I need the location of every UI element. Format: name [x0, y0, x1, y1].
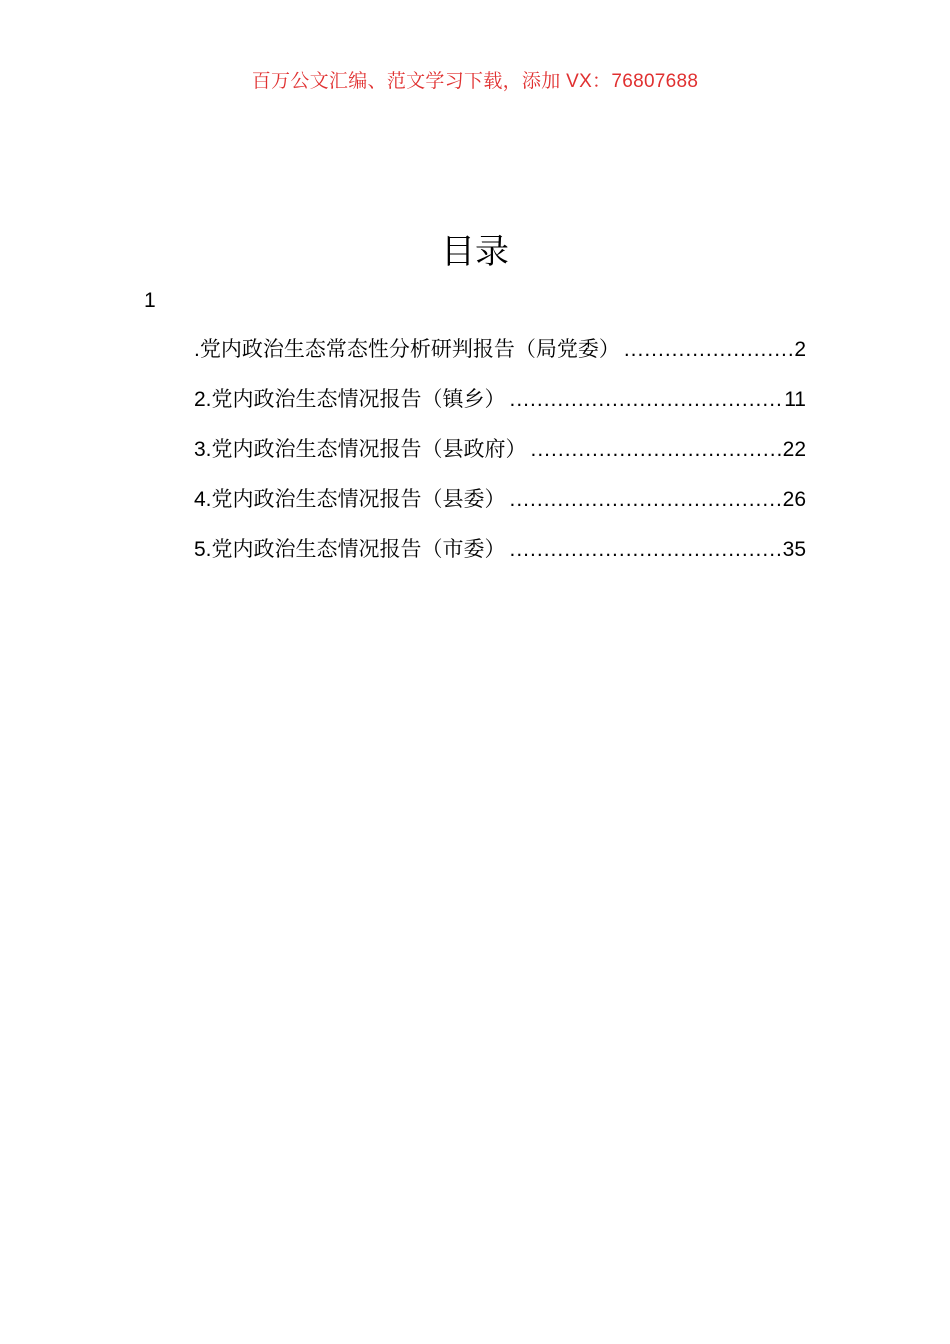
toc-dot-leader	[510, 385, 783, 415]
toc-title: 目录	[441, 232, 509, 272]
toc-entry-text: 党内政治生态情况报告（县委）	[211, 487, 506, 511]
toc-entry-5[interactable]	[194, 534, 806, 584]
toc-entry-prefix: .	[194, 338, 200, 361]
toc-entry-3[interactable]	[194, 434, 806, 484]
toc-entry-label	[194, 534, 506, 565]
toc-dot-leader	[624, 335, 792, 365]
toc-entry-text: 党内政治生态常态性分析研判报告（局党委）	[199, 337, 620, 361]
toc-dot-leader	[510, 535, 781, 565]
toc-entry-prefix: 2.	[194, 388, 212, 411]
toc-entry-4[interactable]	[194, 484, 806, 534]
toc-entry-text: 党内政治生态情况报告（县政府）	[211, 437, 527, 461]
table-of-contents	[194, 334, 806, 584]
header-note: 百万公文汇编、范文学习下载，添加 VX：76807688	[251, 71, 699, 92]
toc-entry-prefix: 4.	[194, 488, 212, 511]
toc-entry-1[interactable]	[194, 334, 806, 384]
toc-entry-label	[194, 334, 620, 365]
toc-page-number: 26	[782, 488, 806, 511]
stray-list-number: 1	[144, 289, 156, 312]
toc-page-number: 35	[782, 538, 806, 561]
toc-page-number: 11	[784, 388, 806, 411]
toc-entry-prefix: 5.	[194, 538, 212, 561]
toc-entry-label	[194, 434, 527, 465]
toc-page-number: 22	[782, 438, 806, 461]
toc-entry-prefix: 3.	[194, 438, 212, 461]
toc-entry-text: 党内政治生态情况报告（镇乡）	[211, 387, 506, 411]
toc-dot-leader	[510, 485, 781, 515]
toc-entry-label	[194, 384, 506, 415]
toc-entry-label	[194, 484, 506, 515]
toc-entry-text: 党内政治生态情况报告（市委）	[211, 537, 506, 561]
toc-entry-2[interactable]	[194, 384, 806, 434]
toc-dot-leader	[531, 435, 781, 465]
toc-page-number: 2	[794, 338, 806, 361]
